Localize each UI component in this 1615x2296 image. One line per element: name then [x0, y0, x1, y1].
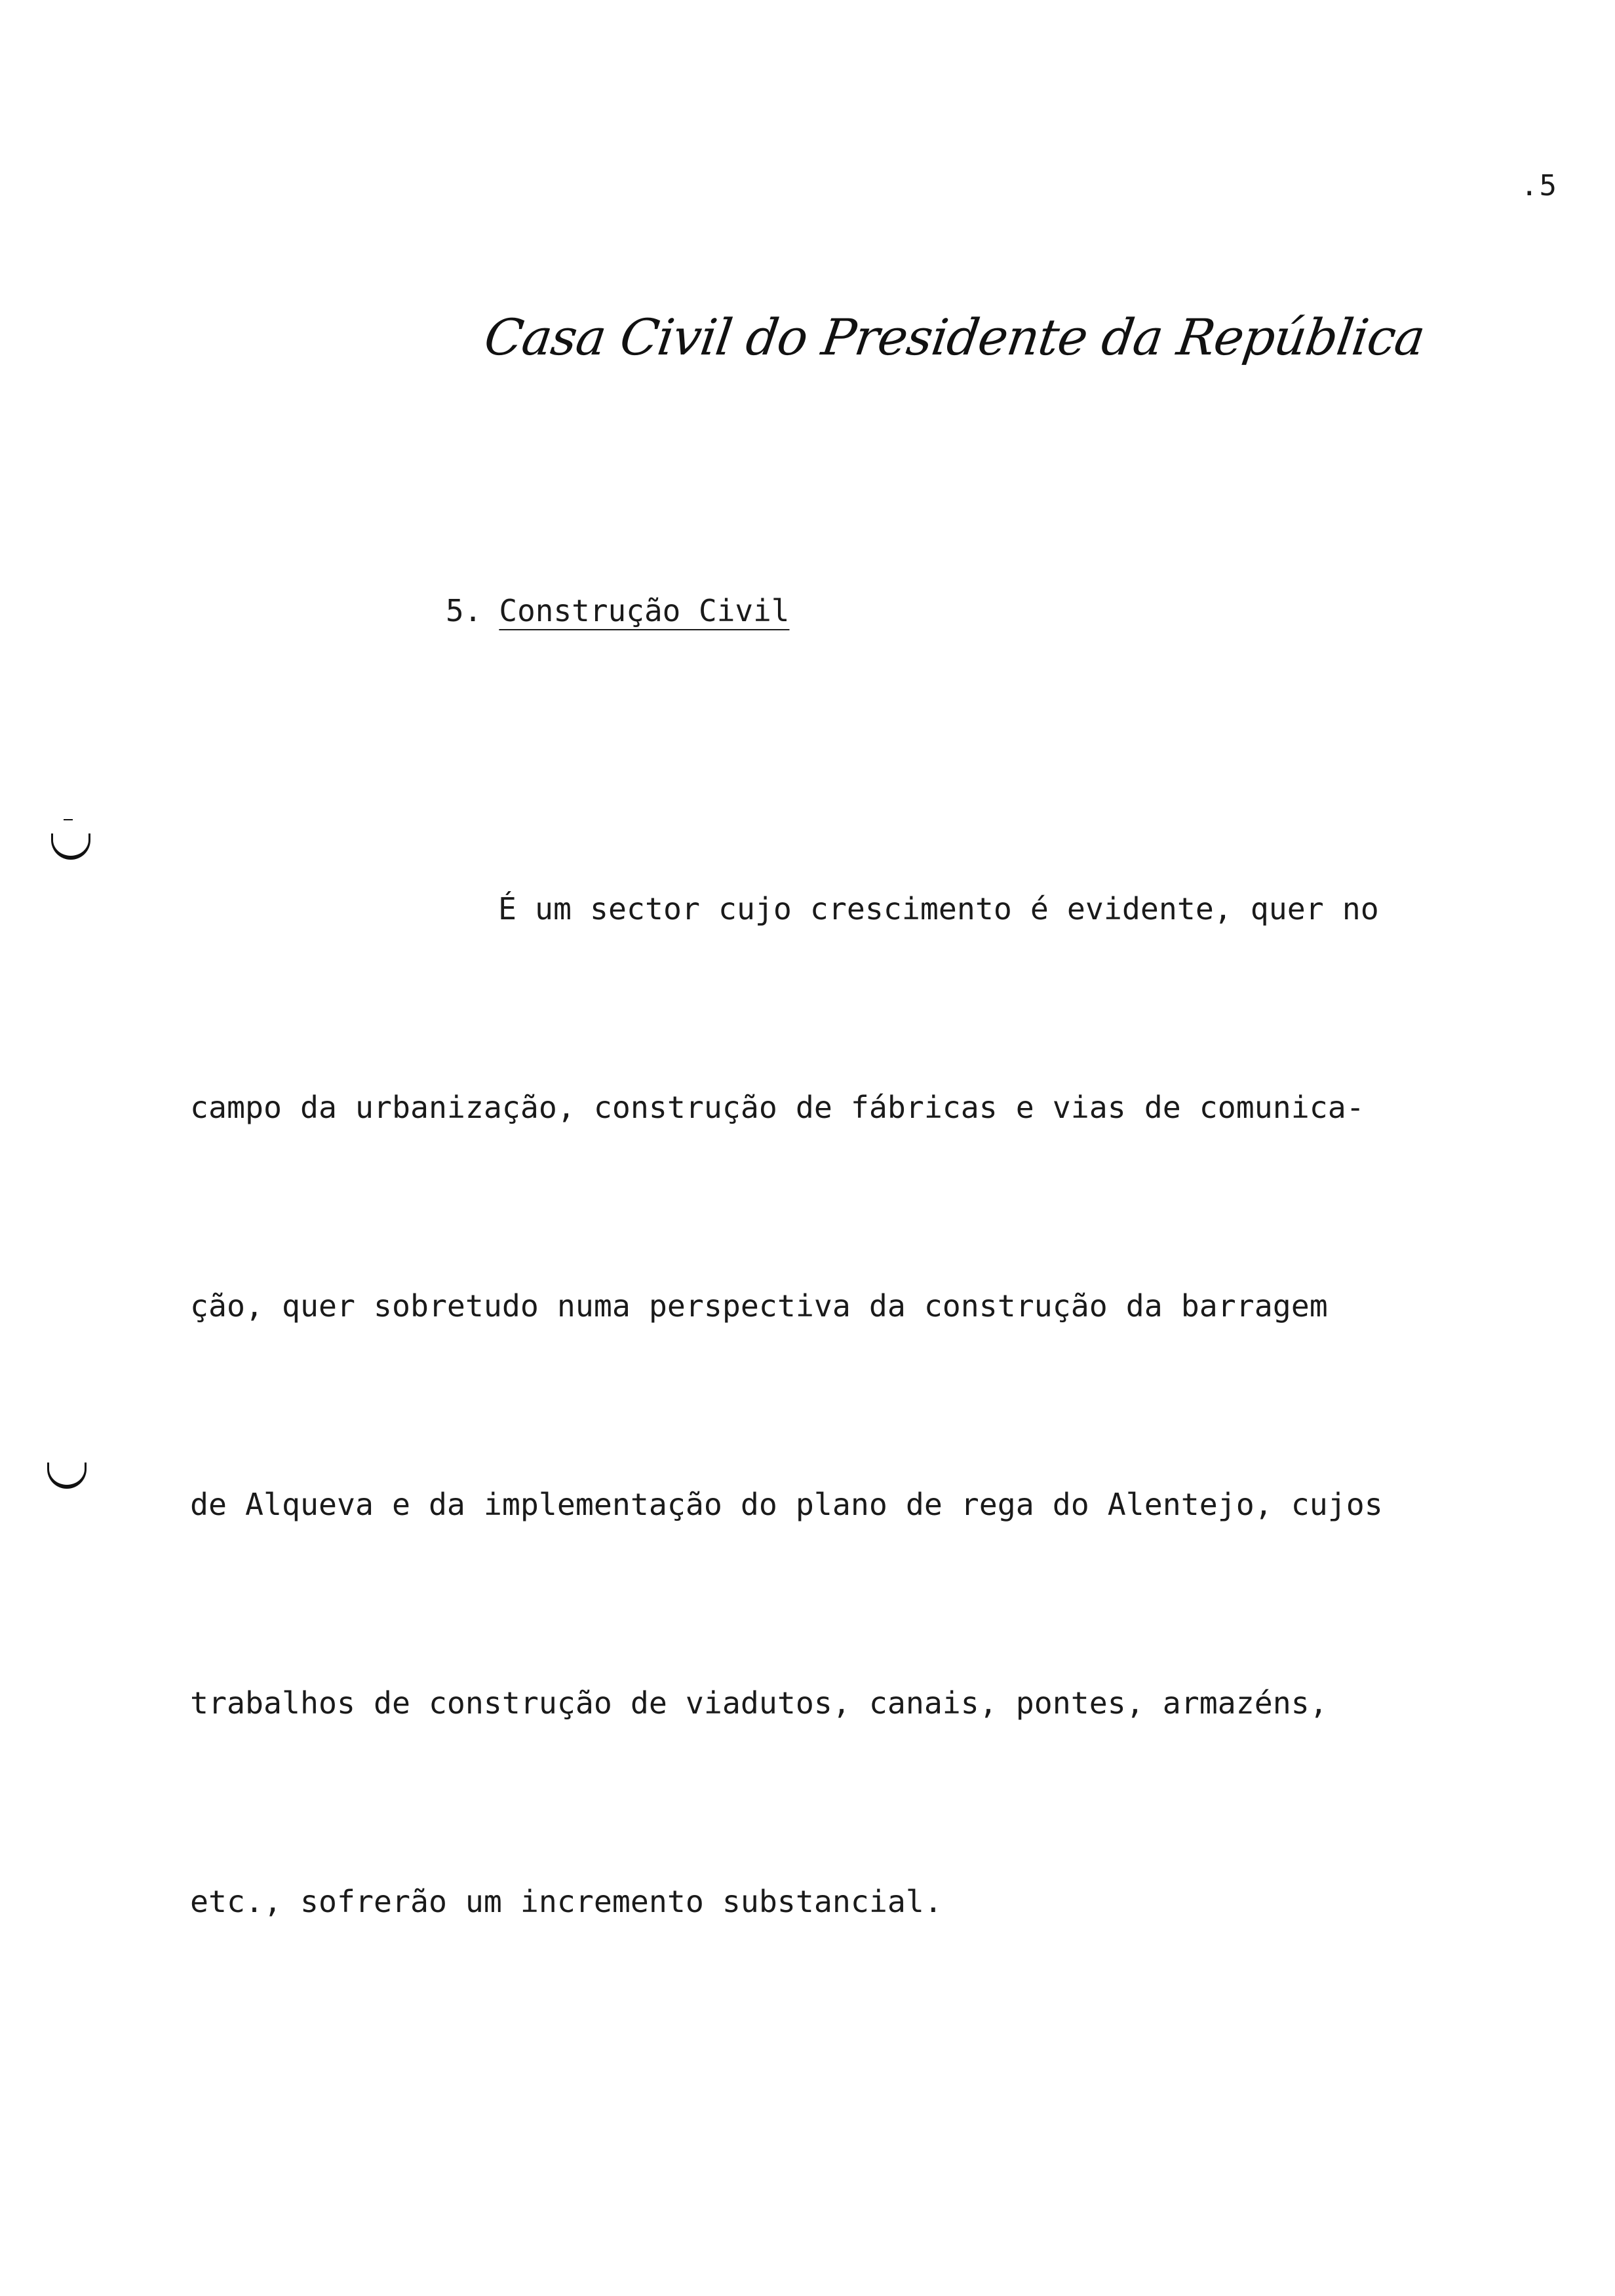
section-number: 5.: [446, 593, 482, 628]
body-line: É um sector cujo crescimento é evidente, quer no: [498, 891, 1379, 927]
body-line: etc., sofrerão um incremento substancial.: [190, 1884, 943, 1919]
body-line: ção, quer sobretudo numa perspectiva da construção da barragem: [190, 1288, 1328, 1324]
punch-hole-mark: [51, 833, 90, 860]
body-line: trabalhos de construção de viadutos, canais, pontes, armazéns,: [190, 1685, 1328, 1721]
page-number: .5: [1521, 169, 1558, 202]
body-paragraph: [190, 744, 1383, 2001]
punch-hole-mark: [47, 1463, 87, 1489]
section-title: Construção Civil: [499, 593, 790, 628]
letterhead-title: Casa Civil do Presidente da República: [480, 308, 1428, 366]
body-line: de Alqueva e da implementação do plano de rega do Alentejo, cujos: [190, 1487, 1383, 1522]
body-line: campo da urbanização, construção de fábricas e vias de comunica-: [190, 1090, 1365, 1125]
section-heading: [446, 593, 790, 628]
